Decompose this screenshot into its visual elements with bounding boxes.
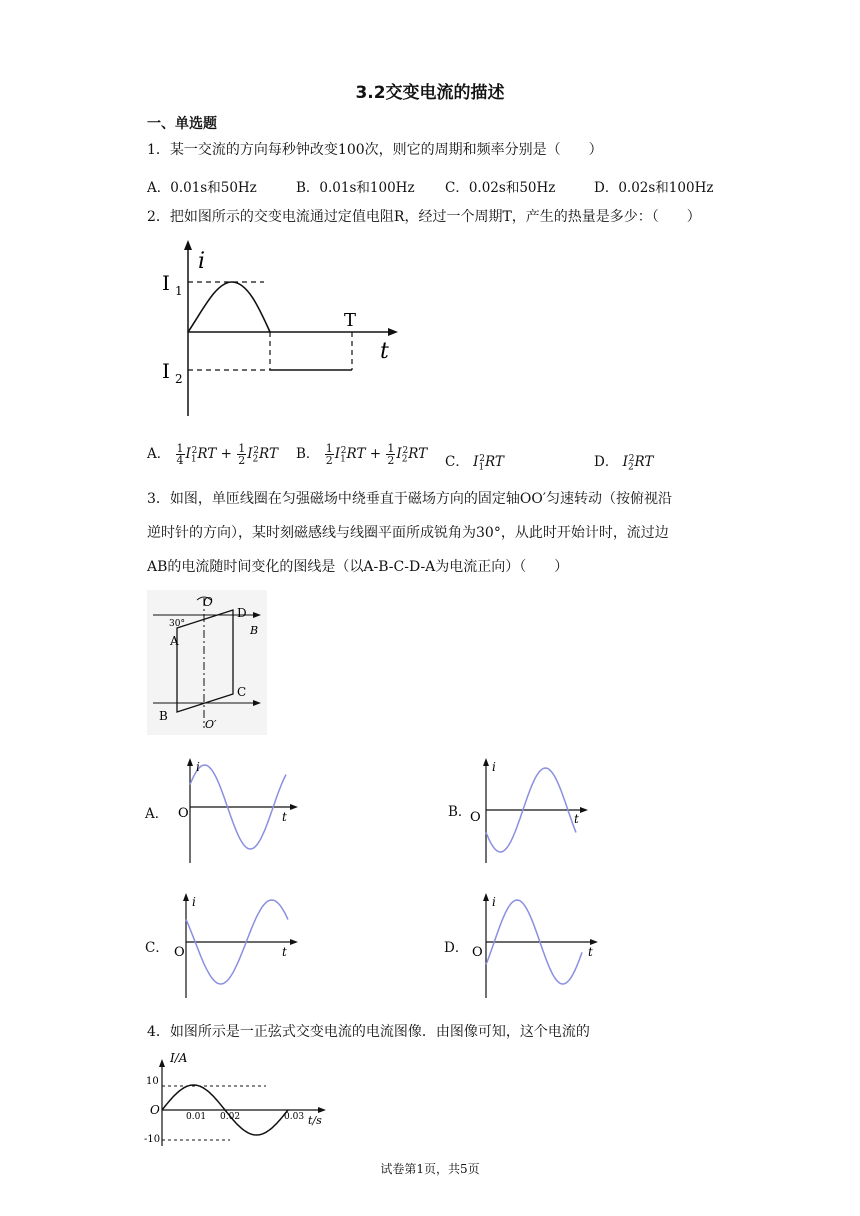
q3-option-c-graph[interactable]: [170, 890, 302, 1002]
origin-label: O: [150, 1103, 160, 1117]
question-1-text: 1．某一交流的方向每秒钟改变100次，则它的周期和频率分别是（ ）: [147, 142, 603, 158]
q3-coil-figure: [147, 590, 267, 735]
page-title: 3.2交变电流的描述: [355, 83, 505, 103]
q1-option-d[interactable]: D．0.02s和100Hz: [594, 180, 714, 196]
q3-option-a-graph[interactable]: [170, 755, 302, 867]
y-min-label: -10: [144, 1134, 161, 1145]
q2-option-c[interactable]: C． $I_1^2RT$: [445, 453, 504, 473]
option-label: A．: [147, 446, 171, 462]
y-axis-label: i: [492, 895, 496, 909]
y-max-label: 10: [146, 1076, 159, 1087]
q2-option-b[interactable]: B． $\frac{1}{2}$ $I_1^2RT$ + $\frac{1}{2}$ $I_2^2RT$: [296, 442, 428, 467]
i1-label: I: [162, 271, 170, 295]
x-axis-label: t: [574, 812, 579, 826]
origin-label: O: [470, 810, 481, 825]
q1-option-a[interactable]: A．0.01s和50Hz: [147, 180, 257, 196]
q3-option-d-label[interactable]: D．: [444, 940, 469, 956]
q3-option-b-label[interactable]: B．: [448, 804, 472, 820]
corner-d-label: D: [237, 606, 247, 620]
question-3-line2: 逆时针的方向），某时刻磁感线与线圈平面所成锐角为30°，从此时开始计时，流过边: [147, 525, 669, 541]
question-4-text: 4．如图所示是一正弦式交变电流的电流图像．由图像可知，这个电流的: [147, 1024, 590, 1040]
q3-option-d-graph[interactable]: [470, 890, 602, 1002]
q3-option-a-label[interactable]: A．: [145, 806, 169, 822]
corner-a-label: A: [170, 634, 179, 648]
x-tick-label: 0.01: [186, 1112, 207, 1122]
y-axis-label: I/A: [170, 1051, 188, 1065]
origin-label: O: [472, 945, 483, 960]
q1-option-c[interactable]: C．0.02s和50Hz: [445, 180, 556, 196]
q3-option-c-label[interactable]: C．: [145, 940, 169, 956]
i2-label: I: [162, 359, 170, 383]
q1-option-b[interactable]: B．0.01s和100Hz: [296, 180, 415, 196]
axis-o-label: O: [203, 595, 213, 609]
origin-label: O: [178, 806, 189, 821]
section-heading: 一、单选题: [147, 116, 217, 132]
x-axis-label: t: [282, 810, 287, 824]
question-2-text: 2．把如图所示的交变电流通过定值电阻R，经过一个周期T，产生的热量是多少：（ ）: [147, 209, 701, 225]
page-footer: 试卷第1页，共5页: [380, 1162, 480, 1176]
y-axis-label: i: [492, 760, 496, 774]
x-tick-label: 0.02: [220, 1112, 241, 1122]
axis-o-prime-label: O′: [205, 718, 217, 731]
i1-sub: 1: [175, 284, 183, 298]
x-tick-label: 0.03: [284, 1112, 305, 1122]
q2-option-a[interactable]: A． $\frac{1}{4}$ $I_1^2RT$ + $\frac{1}{2}$ $I_2^2RT$: [147, 442, 278, 467]
x-axis-label: t: [380, 339, 389, 364]
angle-label: 30°: [169, 619, 185, 629]
x-axis-label: t/s: [308, 1114, 322, 1127]
field-b-label: B: [250, 624, 259, 637]
corner-c-label: C: [237, 685, 247, 699]
q2-option-d[interactable]: D． $I_2^2RT$: [594, 453, 654, 473]
corner-b-label: B: [159, 709, 168, 723]
q2-current-graph: [148, 238, 408, 420]
x-axis-label: t: [588, 945, 593, 959]
i2-sub: 2: [175, 372, 183, 386]
y-axis-label: i: [192, 895, 196, 909]
question-3-line1: 3．如图，单匝线圈在匀强磁场中绕垂直于磁场方向的固定轴OO′匀速转动（按俯视沿: [147, 491, 673, 507]
y-axis-label: i: [198, 249, 206, 274]
origin-label: O: [174, 945, 185, 960]
q4-current-graph: [140, 1050, 340, 1148]
q3-option-b-graph[interactable]: [466, 755, 598, 867]
period-label: T: [344, 310, 357, 331]
y-axis-label: i: [196, 760, 200, 774]
question-3-line3: AB的电流随时间变化的图线是（以A-B-C-D-A为电流正向）（ ）: [147, 559, 569, 575]
x-axis-label: t: [282, 945, 287, 959]
